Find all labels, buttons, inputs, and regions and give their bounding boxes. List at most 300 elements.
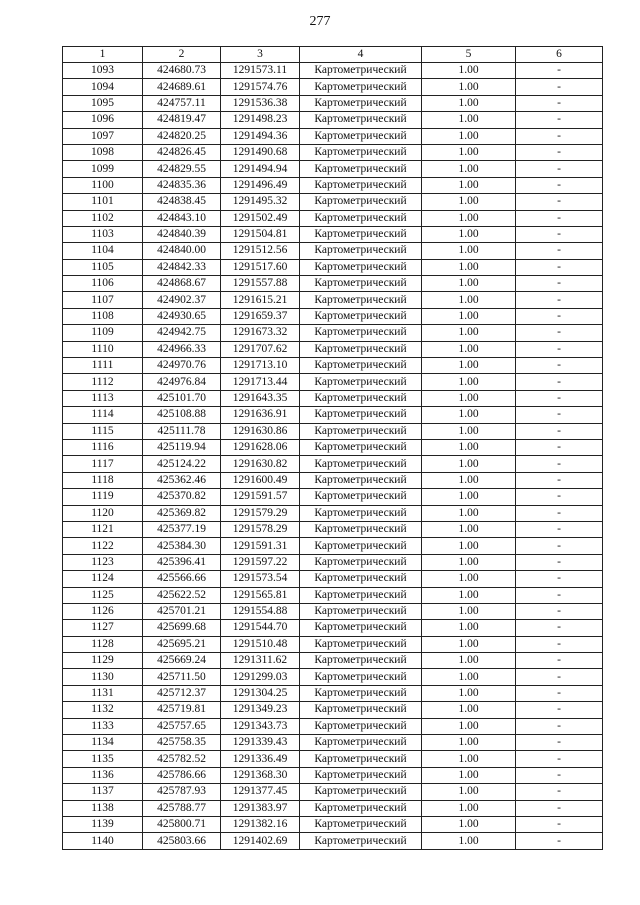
point-number-cell: 1102 bbox=[63, 210, 143, 226]
method-cell: Картометрический bbox=[300, 784, 422, 800]
accuracy-cell: 1.00 bbox=[422, 243, 516, 259]
method-cell: Картометрический bbox=[300, 653, 422, 669]
accuracy-cell: 1.00 bbox=[422, 521, 516, 537]
table-row bbox=[63, 636, 603, 652]
accuracy-cell: 1.00 bbox=[422, 800, 516, 816]
point-number-cell: 1131 bbox=[63, 685, 143, 701]
y-coordinate-cell: 1291383.97 bbox=[221, 800, 300, 816]
method-cell: Картометрический bbox=[300, 390, 422, 406]
column-header-3: 3 bbox=[221, 47, 300, 63]
accuracy-cell: 1.00 bbox=[422, 603, 516, 619]
point-number-cell: 1127 bbox=[63, 620, 143, 636]
x-coordinate-cell: 424838.45 bbox=[143, 194, 221, 210]
table-row bbox=[63, 407, 603, 423]
y-coordinate-cell: 1291673.32 bbox=[221, 325, 300, 341]
method-cell: Картометрический bbox=[300, 112, 422, 128]
x-coordinate-cell: 425101.70 bbox=[143, 390, 221, 406]
note-cell: - bbox=[516, 128, 603, 144]
method-cell: Картометрический bbox=[300, 521, 422, 537]
point-number-cell: 1117 bbox=[63, 456, 143, 472]
note-cell: - bbox=[516, 653, 603, 669]
point-number-cell: 1116 bbox=[63, 439, 143, 455]
accuracy-cell: 1.00 bbox=[422, 636, 516, 652]
x-coordinate-cell: 425803.66 bbox=[143, 833, 221, 849]
x-coordinate-cell: 424902.37 bbox=[143, 292, 221, 308]
table-row bbox=[63, 210, 603, 226]
table-header-row bbox=[63, 47, 603, 63]
coordinates-table bbox=[62, 46, 603, 850]
method-cell: Картометрический bbox=[300, 636, 422, 652]
point-number-cell: 1099 bbox=[63, 161, 143, 177]
y-coordinate-cell: 1291707.62 bbox=[221, 341, 300, 357]
x-coordinate-cell: 425396.41 bbox=[143, 554, 221, 570]
column-header-2: 2 bbox=[143, 47, 221, 63]
table-row bbox=[63, 95, 603, 111]
point-number-cell: 1135 bbox=[63, 751, 143, 767]
method-cell: Картометрический bbox=[300, 538, 422, 554]
method-cell: Картометрический bbox=[300, 210, 422, 226]
x-coordinate-cell: 425800.71 bbox=[143, 816, 221, 832]
table-row bbox=[63, 308, 603, 324]
table-row bbox=[63, 79, 603, 95]
method-cell: Картометрический bbox=[300, 95, 422, 111]
note-cell: - bbox=[516, 358, 603, 374]
point-number-cell: 1110 bbox=[63, 341, 143, 357]
method-cell: Картометрический bbox=[300, 358, 422, 374]
y-coordinate-cell: 1291494.94 bbox=[221, 161, 300, 177]
table-row bbox=[63, 767, 603, 783]
accuracy-cell: 1.00 bbox=[422, 308, 516, 324]
y-coordinate-cell: 1291591.57 bbox=[221, 489, 300, 505]
point-number-cell: 1121 bbox=[63, 521, 143, 537]
x-coordinate-cell: 425712.37 bbox=[143, 685, 221, 701]
point-number-cell: 1113 bbox=[63, 390, 143, 406]
method-cell: Картометрический bbox=[300, 341, 422, 357]
y-coordinate-cell: 1291630.86 bbox=[221, 423, 300, 439]
note-cell: - bbox=[516, 456, 603, 472]
method-cell: Картометрический bbox=[300, 456, 422, 472]
table-row bbox=[63, 276, 603, 292]
note-cell: - bbox=[516, 669, 603, 685]
point-number-cell: 1096 bbox=[63, 112, 143, 128]
table-row bbox=[63, 554, 603, 570]
method-cell: Картометрический bbox=[300, 439, 422, 455]
point-number-cell: 1101 bbox=[63, 194, 143, 210]
x-coordinate-cell: 425757.65 bbox=[143, 718, 221, 734]
point-number-cell: 1111 bbox=[63, 358, 143, 374]
method-cell: Картометрический bbox=[300, 816, 422, 832]
point-number-cell: 1100 bbox=[63, 177, 143, 193]
accuracy-cell: 1.00 bbox=[422, 489, 516, 505]
accuracy-cell: 1.00 bbox=[422, 374, 516, 390]
table-row bbox=[63, 439, 603, 455]
table-row bbox=[63, 587, 603, 603]
point-number-cell: 1138 bbox=[63, 800, 143, 816]
method-cell: Картометрический bbox=[300, 63, 422, 79]
accuracy-cell: 1.00 bbox=[422, 276, 516, 292]
point-number-cell: 1108 bbox=[63, 308, 143, 324]
note-cell: - bbox=[516, 226, 603, 242]
point-number-cell: 1103 bbox=[63, 226, 143, 242]
x-coordinate-cell: 424757.11 bbox=[143, 95, 221, 111]
point-number-cell: 1106 bbox=[63, 276, 143, 292]
method-cell: Картометрический bbox=[300, 308, 422, 324]
x-coordinate-cell: 425719.81 bbox=[143, 702, 221, 718]
note-cell: - bbox=[516, 144, 603, 160]
note-cell: - bbox=[516, 390, 603, 406]
accuracy-cell: 1.00 bbox=[422, 505, 516, 521]
note-cell: - bbox=[516, 620, 603, 636]
method-cell: Картометрический bbox=[300, 702, 422, 718]
table-row bbox=[63, 538, 603, 554]
accuracy-cell: 1.00 bbox=[422, 816, 516, 832]
x-coordinate-cell: 425782.52 bbox=[143, 751, 221, 767]
table-row bbox=[63, 358, 603, 374]
accuracy-cell: 1.00 bbox=[422, 226, 516, 242]
x-coordinate-cell: 424840.39 bbox=[143, 226, 221, 242]
point-number-cell: 1119 bbox=[63, 489, 143, 505]
method-cell: Картометрический bbox=[300, 800, 422, 816]
y-coordinate-cell: 1291311.62 bbox=[221, 653, 300, 669]
note-cell: - bbox=[516, 784, 603, 800]
y-coordinate-cell: 1291574.76 bbox=[221, 79, 300, 95]
note-cell: - bbox=[516, 603, 603, 619]
table-row bbox=[63, 620, 603, 636]
point-number-cell: 1123 bbox=[63, 554, 143, 570]
y-coordinate-cell: 1291578.29 bbox=[221, 521, 300, 537]
y-coordinate-cell: 1291517.60 bbox=[221, 259, 300, 275]
accuracy-cell: 1.00 bbox=[422, 439, 516, 455]
x-coordinate-cell: 424680.73 bbox=[143, 63, 221, 79]
y-coordinate-cell: 1291504.81 bbox=[221, 226, 300, 242]
accuracy-cell: 1.00 bbox=[422, 210, 516, 226]
column-header-4: 4 bbox=[300, 47, 422, 63]
note-cell: - bbox=[516, 489, 603, 505]
point-number-cell: 1134 bbox=[63, 735, 143, 751]
method-cell: Картометрический bbox=[300, 292, 422, 308]
note-cell: - bbox=[516, 95, 603, 111]
point-number-cell: 1095 bbox=[63, 95, 143, 111]
x-coordinate-cell: 424970.76 bbox=[143, 358, 221, 374]
table-row bbox=[63, 718, 603, 734]
accuracy-cell: 1.00 bbox=[422, 63, 516, 79]
point-number-cell: 1136 bbox=[63, 767, 143, 783]
note-cell: - bbox=[516, 177, 603, 193]
y-coordinate-cell: 1291368.30 bbox=[221, 767, 300, 783]
method-cell: Картометрический bbox=[300, 489, 422, 505]
y-coordinate-cell: 1291544.70 bbox=[221, 620, 300, 636]
method-cell: Картометрический bbox=[300, 259, 422, 275]
table-row bbox=[63, 63, 603, 79]
y-coordinate-cell: 1291628.06 bbox=[221, 439, 300, 455]
y-coordinate-cell: 1291536.38 bbox=[221, 95, 300, 111]
y-coordinate-cell: 1291299.03 bbox=[221, 669, 300, 685]
y-coordinate-cell: 1291496.49 bbox=[221, 177, 300, 193]
table-row bbox=[63, 128, 603, 144]
x-coordinate-cell: 424930.65 bbox=[143, 308, 221, 324]
point-number-cell: 1137 bbox=[63, 784, 143, 800]
method-cell: Картометрический bbox=[300, 144, 422, 160]
method-cell: Картометрический bbox=[300, 669, 422, 685]
accuracy-cell: 1.00 bbox=[422, 194, 516, 210]
x-coordinate-cell: 424819.47 bbox=[143, 112, 221, 128]
point-number-cell: 1115 bbox=[63, 423, 143, 439]
y-coordinate-cell: 1291554.88 bbox=[221, 603, 300, 619]
accuracy-cell: 1.00 bbox=[422, 79, 516, 95]
accuracy-cell: 1.00 bbox=[422, 833, 516, 849]
note-cell: - bbox=[516, 685, 603, 701]
column-header-1: 1 bbox=[63, 47, 143, 63]
y-coordinate-cell: 1291579.29 bbox=[221, 505, 300, 521]
y-coordinate-cell: 1291377.45 bbox=[221, 784, 300, 800]
column-header-5: 5 bbox=[422, 47, 516, 63]
point-number-cell: 1097 bbox=[63, 128, 143, 144]
table-row bbox=[63, 603, 603, 619]
table-row bbox=[63, 177, 603, 193]
table-row bbox=[63, 735, 603, 751]
y-coordinate-cell: 1291573.11 bbox=[221, 63, 300, 79]
table-row bbox=[63, 489, 603, 505]
accuracy-cell: 1.00 bbox=[422, 587, 516, 603]
y-coordinate-cell: 1291402.69 bbox=[221, 833, 300, 849]
accuracy-cell: 1.00 bbox=[422, 718, 516, 734]
x-coordinate-cell: 424966.33 bbox=[143, 341, 221, 357]
method-cell: Картометрический bbox=[300, 194, 422, 210]
y-coordinate-cell: 1291591.31 bbox=[221, 538, 300, 554]
method-cell: Картометрический bbox=[300, 751, 422, 767]
x-coordinate-cell: 425369.82 bbox=[143, 505, 221, 521]
table-row bbox=[63, 325, 603, 341]
point-number-cell: 1104 bbox=[63, 243, 143, 259]
accuracy-cell: 1.00 bbox=[422, 161, 516, 177]
method-cell: Картометрический bbox=[300, 735, 422, 751]
y-coordinate-cell: 1291304.25 bbox=[221, 685, 300, 701]
method-cell: Картометрический bbox=[300, 177, 422, 193]
accuracy-cell: 1.00 bbox=[422, 95, 516, 111]
y-coordinate-cell: 1291498.23 bbox=[221, 112, 300, 128]
method-cell: Картометрический bbox=[300, 325, 422, 341]
table-row bbox=[63, 194, 603, 210]
note-cell: - bbox=[516, 587, 603, 603]
note-cell: - bbox=[516, 276, 603, 292]
x-coordinate-cell: 425108.88 bbox=[143, 407, 221, 423]
method-cell: Картометрический bbox=[300, 685, 422, 701]
y-coordinate-cell: 1291495.32 bbox=[221, 194, 300, 210]
point-number-cell: 1109 bbox=[63, 325, 143, 341]
x-coordinate-cell: 424942.75 bbox=[143, 325, 221, 341]
y-coordinate-cell: 1291382.16 bbox=[221, 816, 300, 832]
x-coordinate-cell: 425695.21 bbox=[143, 636, 221, 652]
table-row bbox=[63, 472, 603, 488]
page-number: 277 bbox=[309, 14, 331, 29]
table-row bbox=[63, 226, 603, 242]
accuracy-cell: 1.00 bbox=[422, 702, 516, 718]
note-cell: - bbox=[516, 472, 603, 488]
point-number-cell: 1139 bbox=[63, 816, 143, 832]
table-row bbox=[63, 243, 603, 259]
note-cell: - bbox=[516, 112, 603, 128]
table-row bbox=[63, 816, 603, 832]
x-coordinate-cell: 425119.94 bbox=[143, 439, 221, 455]
point-number-cell: 1105 bbox=[63, 259, 143, 275]
accuracy-cell: 1.00 bbox=[422, 685, 516, 701]
x-coordinate-cell: 425711.50 bbox=[143, 669, 221, 685]
accuracy-cell: 1.00 bbox=[422, 653, 516, 669]
point-number-cell: 1125 bbox=[63, 587, 143, 603]
accuracy-cell: 1.00 bbox=[422, 669, 516, 685]
note-cell: - bbox=[516, 718, 603, 734]
note-cell: - bbox=[516, 325, 603, 341]
point-number-cell: 1132 bbox=[63, 702, 143, 718]
method-cell: Картометрический bbox=[300, 276, 422, 292]
note-cell: - bbox=[516, 816, 603, 832]
y-coordinate-cell: 1291512.56 bbox=[221, 243, 300, 259]
table-row bbox=[63, 751, 603, 767]
point-number-cell: 1122 bbox=[63, 538, 143, 554]
x-coordinate-cell: 424689.61 bbox=[143, 79, 221, 95]
y-coordinate-cell: 1291349.23 bbox=[221, 702, 300, 718]
table-row bbox=[63, 112, 603, 128]
point-number-cell: 1118 bbox=[63, 472, 143, 488]
table-row bbox=[63, 259, 603, 275]
y-coordinate-cell: 1291600.49 bbox=[221, 472, 300, 488]
table-row bbox=[63, 784, 603, 800]
accuracy-cell: 1.00 bbox=[422, 112, 516, 128]
point-number-cell: 1107 bbox=[63, 292, 143, 308]
table-row bbox=[63, 456, 603, 472]
method-cell: Картометрический bbox=[300, 243, 422, 259]
method-cell: Картометрический bbox=[300, 554, 422, 570]
y-coordinate-cell: 1291636.91 bbox=[221, 407, 300, 423]
point-number-cell: 1120 bbox=[63, 505, 143, 521]
note-cell: - bbox=[516, 210, 603, 226]
accuracy-cell: 1.00 bbox=[422, 784, 516, 800]
x-coordinate-cell: 425370.82 bbox=[143, 489, 221, 505]
note-cell: - bbox=[516, 63, 603, 79]
method-cell: Картометрический bbox=[300, 226, 422, 242]
x-coordinate-cell: 424826.45 bbox=[143, 144, 221, 160]
method-cell: Картометрический bbox=[300, 423, 422, 439]
y-coordinate-cell: 1291339.43 bbox=[221, 735, 300, 751]
note-cell: - bbox=[516, 800, 603, 816]
y-coordinate-cell: 1291713.44 bbox=[221, 374, 300, 390]
x-coordinate-cell: 425622.52 bbox=[143, 587, 221, 603]
point-number-cell: 1112 bbox=[63, 374, 143, 390]
note-cell: - bbox=[516, 538, 603, 554]
accuracy-cell: 1.00 bbox=[422, 358, 516, 374]
accuracy-cell: 1.00 bbox=[422, 472, 516, 488]
y-coordinate-cell: 1291713.10 bbox=[221, 358, 300, 374]
accuracy-cell: 1.00 bbox=[422, 390, 516, 406]
accuracy-cell: 1.00 bbox=[422, 767, 516, 783]
table-row bbox=[63, 521, 603, 537]
table-row bbox=[63, 505, 603, 521]
x-coordinate-cell: 425384.30 bbox=[143, 538, 221, 554]
method-cell: Картометрический bbox=[300, 161, 422, 177]
x-coordinate-cell: 425758.35 bbox=[143, 735, 221, 751]
method-cell: Картометрический bbox=[300, 620, 422, 636]
y-coordinate-cell: 1291343.73 bbox=[221, 718, 300, 734]
note-cell: - bbox=[516, 751, 603, 767]
point-number-cell: 1124 bbox=[63, 571, 143, 587]
note-cell: - bbox=[516, 767, 603, 783]
accuracy-cell: 1.00 bbox=[422, 259, 516, 275]
accuracy-cell: 1.00 bbox=[422, 751, 516, 767]
method-cell: Картометрический bbox=[300, 505, 422, 521]
point-number-cell: 1130 bbox=[63, 669, 143, 685]
note-cell: - bbox=[516, 341, 603, 357]
y-coordinate-cell: 1291573.54 bbox=[221, 571, 300, 587]
x-coordinate-cell: 425362.46 bbox=[143, 472, 221, 488]
accuracy-cell: 1.00 bbox=[422, 571, 516, 587]
y-coordinate-cell: 1291336.49 bbox=[221, 751, 300, 767]
table-row bbox=[63, 374, 603, 390]
accuracy-cell: 1.00 bbox=[422, 620, 516, 636]
table-row bbox=[63, 702, 603, 718]
x-coordinate-cell: 424843.10 bbox=[143, 210, 221, 226]
table-row bbox=[63, 685, 603, 701]
table-row bbox=[63, 669, 603, 685]
note-cell: - bbox=[516, 833, 603, 849]
method-cell: Картометрический bbox=[300, 833, 422, 849]
y-coordinate-cell: 1291494.36 bbox=[221, 128, 300, 144]
point-number-cell: 1093 bbox=[63, 63, 143, 79]
x-coordinate-cell: 424835.36 bbox=[143, 177, 221, 193]
x-coordinate-cell: 425701.21 bbox=[143, 603, 221, 619]
method-cell: Картометрический bbox=[300, 407, 422, 423]
point-number-cell: 1128 bbox=[63, 636, 143, 652]
accuracy-cell: 1.00 bbox=[422, 423, 516, 439]
y-coordinate-cell: 1291490.68 bbox=[221, 144, 300, 160]
y-coordinate-cell: 1291630.82 bbox=[221, 456, 300, 472]
x-coordinate-cell: 425787.93 bbox=[143, 784, 221, 800]
x-coordinate-cell: 424842.33 bbox=[143, 259, 221, 275]
table-row bbox=[63, 144, 603, 160]
accuracy-cell: 1.00 bbox=[422, 128, 516, 144]
note-cell: - bbox=[516, 702, 603, 718]
method-cell: Картометрический bbox=[300, 571, 422, 587]
x-coordinate-cell: 425377.19 bbox=[143, 521, 221, 537]
accuracy-cell: 1.00 bbox=[422, 735, 516, 751]
x-coordinate-cell: 425124.22 bbox=[143, 456, 221, 472]
point-number-cell: 1114 bbox=[63, 407, 143, 423]
column-header-6: 6 bbox=[516, 47, 603, 63]
note-cell: - bbox=[516, 735, 603, 751]
x-coordinate-cell: 424976.84 bbox=[143, 374, 221, 390]
accuracy-cell: 1.00 bbox=[422, 554, 516, 570]
x-coordinate-cell: 425786.66 bbox=[143, 767, 221, 783]
accuracy-cell: 1.00 bbox=[422, 325, 516, 341]
y-coordinate-cell: 1291502.49 bbox=[221, 210, 300, 226]
point-number-cell: 1140 bbox=[63, 833, 143, 849]
y-coordinate-cell: 1291615.21 bbox=[221, 292, 300, 308]
x-coordinate-cell: 425111.78 bbox=[143, 423, 221, 439]
note-cell: - bbox=[516, 521, 603, 537]
x-coordinate-cell: 425788.77 bbox=[143, 800, 221, 816]
x-coordinate-cell: 425566.66 bbox=[143, 571, 221, 587]
table-row bbox=[63, 161, 603, 177]
accuracy-cell: 1.00 bbox=[422, 177, 516, 193]
note-cell: - bbox=[516, 308, 603, 324]
method-cell: Картометрический bbox=[300, 472, 422, 488]
point-number-cell: 1133 bbox=[63, 718, 143, 734]
point-number-cell: 1094 bbox=[63, 79, 143, 95]
note-cell: - bbox=[516, 292, 603, 308]
y-coordinate-cell: 1291565.81 bbox=[221, 587, 300, 603]
note-cell: - bbox=[516, 194, 603, 210]
x-coordinate-cell: 425669.24 bbox=[143, 653, 221, 669]
point-number-cell: 1098 bbox=[63, 144, 143, 160]
